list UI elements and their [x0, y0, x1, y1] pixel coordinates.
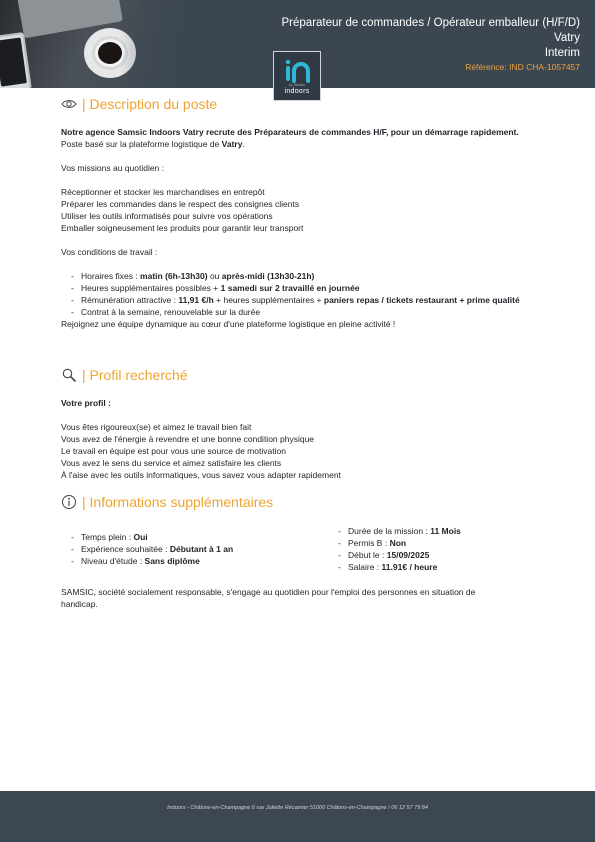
profile-section-header [61, 367, 188, 383]
conditions-label: Vos conditions de travail : [61, 247, 158, 257]
job-reference: Référence: IND CHA-1057457 [465, 62, 580, 72]
profile-item: Le travail en équipe est pour vous une source de motivation [61, 446, 286, 456]
profile-item: Vous êtes rigoureux(se) et aimez le travail bien fait [61, 422, 252, 432]
mission-item: Réceptionner et stocker les marchandises en entrepôt [61, 187, 265, 197]
mission-item: Emballer soigneusement les produits pour garantir leur transport [61, 223, 304, 233]
info-item-salary: - Salaire : 11.91€ / heure [338, 561, 461, 573]
job-location: Vatry [554, 32, 580, 44]
phone-image [0, 32, 32, 88]
additional-title: | Informations supplémentaires [82, 494, 274, 510]
additional-section-header [61, 494, 273, 510]
job-contract-type: Interim [544, 47, 580, 59]
job-header-info [282, 16, 580, 73]
additional-info-right [328, 525, 461, 573]
missions-label: Vos missions au quotidien : [61, 163, 165, 173]
mission-item: Utiliser les outils informatisés pour suivre vos opérations [61, 211, 273, 221]
info-item-start-date: - Début le : 15/09/2025 [338, 549, 461, 561]
profile-title: | Profil recherché [82, 367, 188, 383]
footer-address: Indoors - Châlons-en-Champagne 6 rue Juliette Récamier 51000 Châlons-en-Champagne / 06 12 57 79 84 [167, 805, 428, 811]
conditions-list [61, 270, 541, 318]
description-location-line: Poste basé sur la plateforme logistique de Vatry. [61, 139, 245, 149]
logo-subtitle: by Samsic [288, 83, 306, 87]
condition-item: - Contrat à la semaine, renouvelable sur la durée [71, 306, 541, 318]
info-item-full-time: - Temps plein : Oui [71, 531, 233, 543]
description-body [61, 126, 541, 330]
info-item-experience: - Expérience souhaitée : Débutant à 1 an [71, 543, 233, 555]
profile-item: À l'aise avec les outils informatiques, vous savez vous adapter rapidement [61, 470, 341, 480]
coffee-image [98, 42, 122, 64]
condition-item: - Rémunération attractive : 11,91 €/h + heures supplémentaires + paniers repas / tickets restaurant + prime qualité [71, 294, 541, 306]
magnifier-icon [61, 367, 77, 383]
info-item-duration: - Durée de la mission : 11 Mois [338, 525, 461, 537]
info-item-license: - Permis B : Non [338, 537, 461, 549]
profile-body [61, 397, 541, 481]
indoors-logo [273, 51, 321, 101]
condition-item: - Heures supplémentaires possibles + 1 samedi sur 2 travaillé en journée [71, 282, 541, 294]
header-desk-photo [0, 0, 190, 88]
condition-item: - Horaires fixes : matin (6h-13h30) ou après-midi (13h30-21h) [71, 270, 541, 282]
page-footer [0, 791, 595, 842]
info-item-education: - Niveau d'étude : Sans diplôme [71, 555, 233, 567]
profile-item: Vous avez de l'énergie à revendre et une bonne condition physique [61, 434, 315, 444]
additional-info-left [61, 531, 233, 567]
description-section-header [61, 96, 217, 112]
disability-statement: SAMSIC, société socialement responsable, s'engage au quotidien pour l'emploi des personnes en situation de handicap. [61, 587, 476, 609]
description-intro: Notre agence Samsic Indoors Vatry recrute des Préparateurs de commandes H/F, pour un démarrage rapidement. [61, 127, 519, 137]
info-icon [61, 494, 77, 510]
job-title: Préparateur de commandes / Opérateur emballeur (H/F/D) [281, 17, 580, 29]
eye-icon [61, 96, 77, 112]
description-title: | Description du poste [82, 96, 218, 112]
mission-item: Préparer les commandes dans le respect des consignes clients [61, 199, 300, 209]
logo-wordmark: indoors [284, 88, 310, 95]
profile-item: Vous avez le sens du service et aimez satisfaire les clients [61, 458, 282, 468]
description-closing: Rejoignez une équipe dynamique au cœur d'une plateforme logistique en pleine activité ! [61, 319, 396, 329]
indoors-logo-mark [283, 59, 313, 83]
profile-label: Votre profil : [61, 398, 111, 408]
